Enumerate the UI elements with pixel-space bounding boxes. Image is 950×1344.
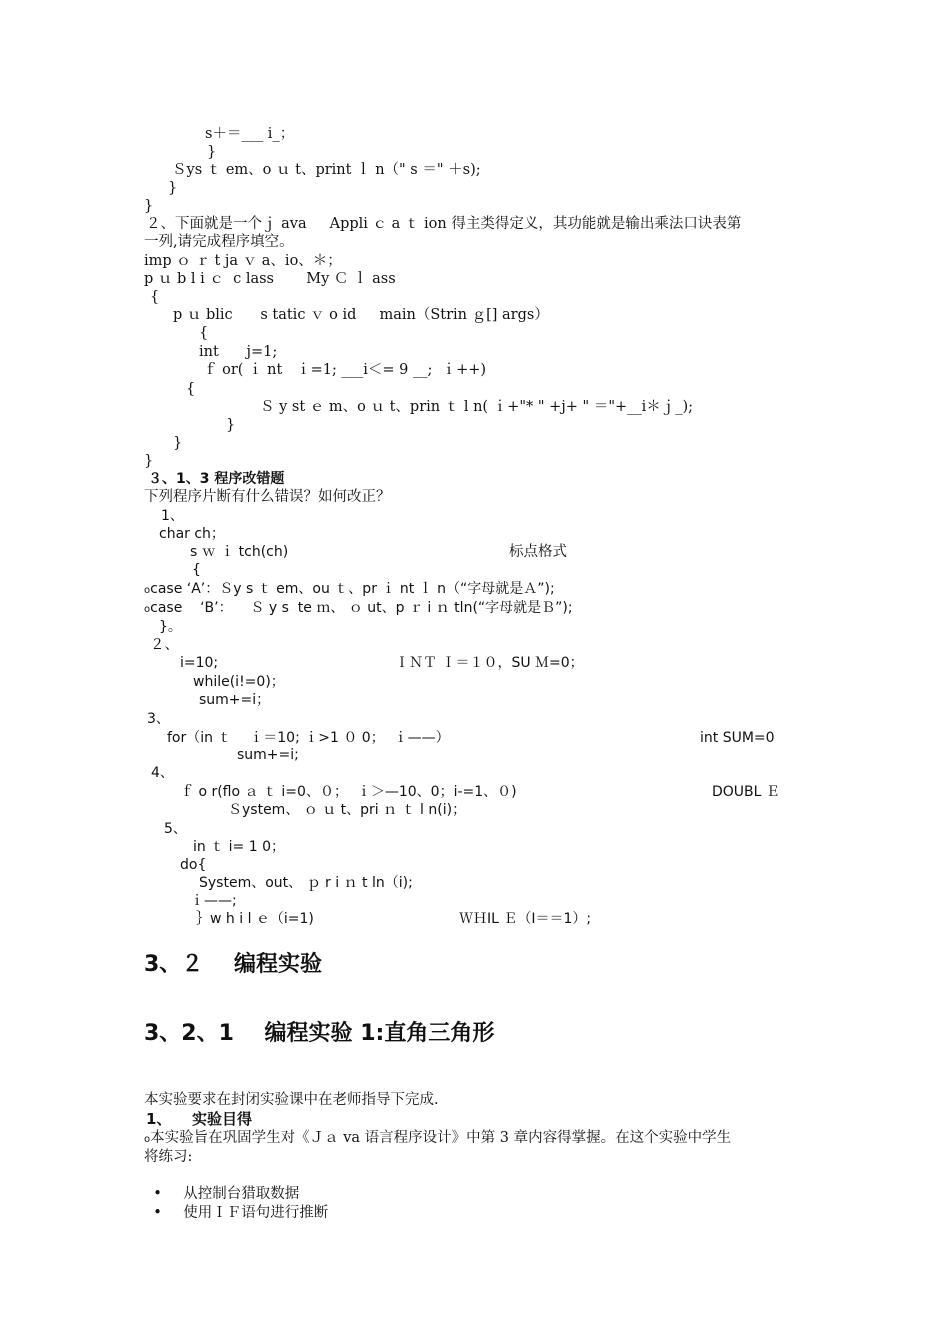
- code-line: ｉ——;: [190, 893, 237, 909]
- question-text: ２、下面就是一个ｊ ava Appli ｃ a ｔ ion 得主类得定义，其功能就是输出乘法口诀表第: [146, 216, 742, 232]
- code-line: {: [192, 562, 201, 578]
- code-text: case ‘A’：Ｓy s ｔ em、ou ｔ、pr ｉ nt ｌ n（“字母就是Ａ”);: [150, 581, 555, 597]
- code-line: int j=1;: [199, 344, 278, 360]
- code-line: in ｔ i= 1 0；: [193, 839, 285, 855]
- code-line: while(i!=0)；: [193, 674, 285, 690]
- correction-note: 标点格式: [509, 544, 567, 560]
- code-line: {: [199, 325, 209, 341]
- paragraph: o本实验旨在巩固学生对《Ｊａ va 语言程序设计》中第 3 章内容得掌握。在这个实验中学生: [144, 1130, 732, 1146]
- question-text: 一列,请完成程序填空。: [144, 234, 294, 250]
- code-line: s＋＝___ i_；: [205, 126, 295, 142]
- section-heading: 3、2、1 编程实验 1:直角三角形: [144, 1021, 495, 1046]
- item-number: 5、: [164, 821, 187, 837]
- code-line: sum+=i；: [199, 692, 271, 708]
- code-line: ｆ or( ｉ nt ｉ=1; ___i＜= 9 __; ｉ++): [203, 362, 487, 378]
- code-line: imp ｏ ｒ t ja ｖ a、io、＊；: [144, 253, 342, 269]
- code-line: ｝w h i l ｅ（i=1): [196, 911, 314, 927]
- code-line: for（in ｔ ｉ＝10; ｉ>1 ０ 0； ｉ——）: [167, 730, 450, 746]
- correction-note: ＷＨIL Ｅ（I＝＝1）;: [459, 911, 592, 927]
- code-line: Ｓys ｔ em、o ｕ t、print ｌ n（" s ＝" ＋s);: [172, 162, 481, 178]
- bullet-icon: •: [153, 1205, 162, 1221]
- code-line: }: [144, 453, 154, 469]
- code-line: sum+=i;: [237, 747, 299, 763]
- code-line: }。: [159, 619, 182, 635]
- code-line: p ｕ b l i ｃ c lass My Ｃ ｌ ass: [144, 271, 396, 287]
- bullet-icon: •: [153, 1186, 162, 1202]
- code-line: ocase ‘A’：Ｓy s ｔ em、ou ｔ、pr ｉ nt ｌ n（“字母就是Ａ”);: [144, 581, 555, 597]
- code-line: }: [173, 435, 183, 451]
- list-item-text: 使用ＩＦ语句进行推断: [183, 1205, 329, 1221]
- code-line: }: [207, 144, 217, 160]
- code-line: ｆ o r(flo ａ ｔ i=0、０； ｉ＞—10、0；i-=1、０): [180, 784, 517, 800]
- code-line: System、out、 ｐ r i ｎ t ln（i);: [199, 875, 413, 891]
- subsection-title: 实验目得: [192, 1110, 253, 1128]
- code-line: do{: [180, 857, 207, 873]
- item-number: 4、: [151, 765, 174, 781]
- correction-note: ＩＮＴ Ｉ＝１０，SU Ｍ=0；: [395, 655, 584, 671]
- code-line: Ｓystem、 ｏ ｕ t、pri ｎ ｔ l n(i)；: [228, 802, 467, 818]
- code-line: s ｗ ｉ tch(ch): [190, 544, 289, 560]
- code-line: }: [168, 180, 178, 196]
- subsection-number: 1、: [146, 1110, 172, 1128]
- code-line: {: [186, 381, 196, 397]
- paragraph-text: 本实验旨在巩固学生对《Ｊａ va 语言程序设计》中第 3 章内容得掌握。在这个实验中学生: [150, 1130, 732, 1146]
- code-line: ocase ‘B’： Ｓ y s te ｍ、 ｏ ut、p ｒ i ｎ tln(“字母就是Ｂ”);: [144, 600, 573, 616]
- code-line: p ｕ blic s tatic ｖ o id main（Strin ｇ[] args）: [173, 307, 549, 323]
- correction-note: int SUM=0: [700, 730, 775, 746]
- section-prompt: 下列程序片断有什么错误？如何改正？: [144, 489, 391, 505]
- section-heading: ３、1、3 程序改错题: [148, 471, 285, 487]
- list-item: [144, 1186, 328, 1222]
- paragraph: 将练习:: [144, 1149, 193, 1165]
- code-line: Ｓ y st ｅ m、o ｕ t、prin ｔ l n( ｉ+"* " +j+ " ＝"+__i＊ｊ_);: [260, 399, 694, 415]
- code-text: case ‘B’： Ｓ y s te ｍ、 ｏ ut、p ｒ i ｎ tln(“字母就是Ｂ”);: [150, 600, 573, 616]
- item-number: 1、: [161, 508, 184, 524]
- item-number: 3、: [147, 711, 170, 727]
- code-line: {: [150, 289, 160, 305]
- correction-note: DOUBL Ｅ: [712, 784, 780, 800]
- code-line: char ch；: [159, 526, 225, 542]
- list-item-text: 从控制台猎取数据: [183, 1186, 300, 1202]
- section-heading: 3、２ 编程实验: [144, 952, 322, 977]
- item-number: ２、: [150, 637, 179, 653]
- code-line: }: [144, 198, 154, 214]
- code-line: i=10;: [180, 655, 219, 671]
- code-line: }: [226, 417, 236, 433]
- paragraph: 本实验要求在封闭实验课中在老师指导下完成.: [144, 1092, 439, 1108]
